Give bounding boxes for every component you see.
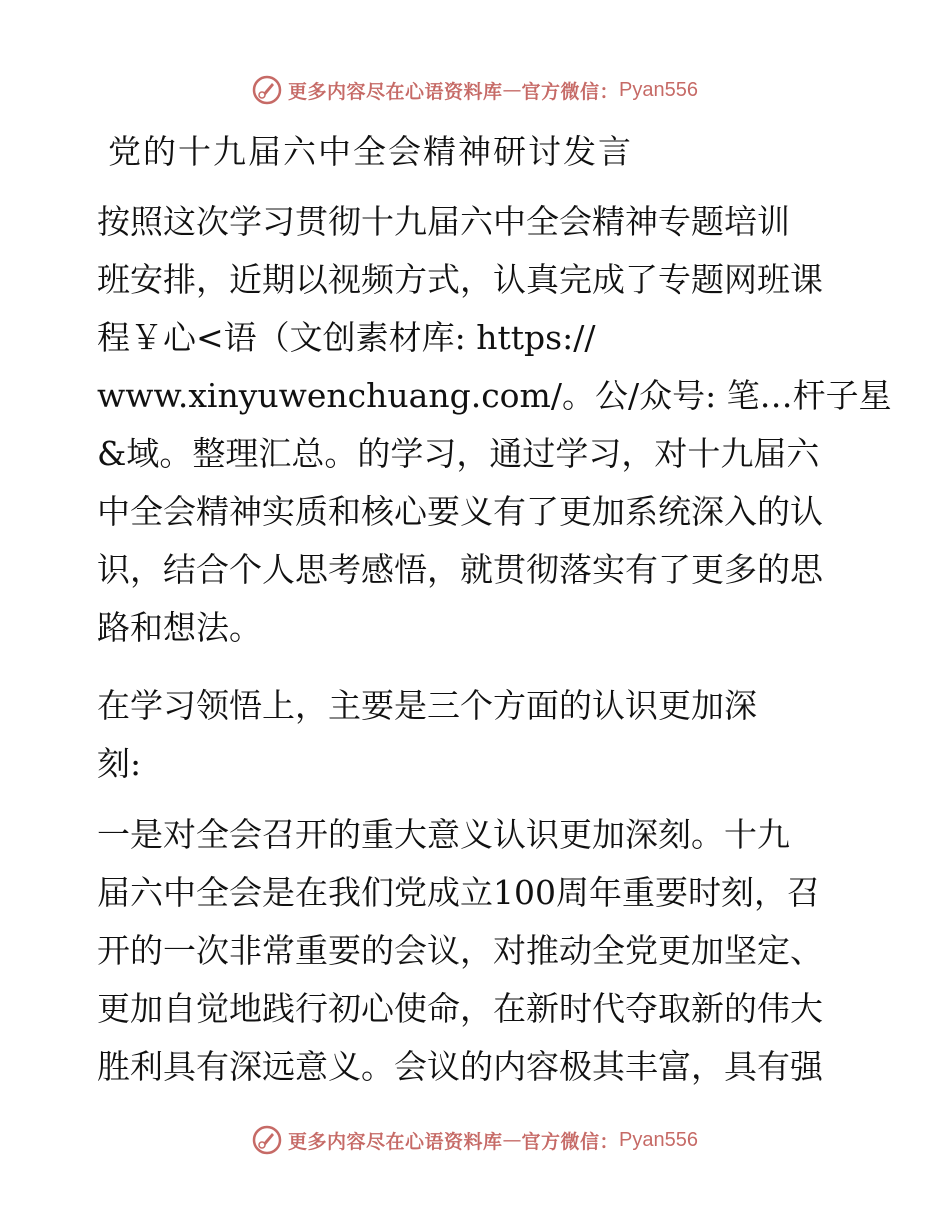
document-title: 党的十九届六中全会精神研讨发言: [108, 132, 633, 171]
header-watermark-banner: [0, 70, 950, 110]
text-line: 路和想法。: [97, 608, 262, 647]
banner-text: 更多内容尽在心语资料库: [288, 80, 503, 103]
paragraph-intro: [97, 193, 892, 657]
banner-label: 官方微信：: [521, 80, 620, 103]
text-line: 识，结合个人思考感悟，就贯彻落实有了更多的思: [97, 550, 823, 589]
text-line: &域。整理汇总。的学习，通过学习，对十九届六: [97, 434, 820, 473]
text-line: 开的一次非常重要的会议，对推动全党更加坚定、: [97, 931, 823, 970]
banner-wechat-id: Pyan556: [619, 1128, 698, 1151]
text-line: 一是对全会召开的重大意义认识更加深刻。十九: [97, 815, 790, 854]
banner-text: 更多内容尽在心语资料库: [288, 1130, 503, 1153]
banner-label: 官方微信：: [521, 1130, 620, 1153]
feather-logo-icon: [252, 75, 282, 105]
paragraph-point-one: [97, 806, 857, 1096]
banner-dash: —: [502, 1129, 522, 1151]
text-line: 在学习领悟上，主要是三个方面的认识更加深: [97, 686, 757, 725]
text-line: 程￥心<语（文创素材库: https://: [97, 318, 596, 357]
text-line: 更加自觉地践行初心使命，在新时代夺取新的伟大: [97, 989, 823, 1028]
text-line: 中全会精神实质和核心要义有了更加系统深入的认: [97, 492, 823, 531]
banner-dash: —: [502, 79, 522, 101]
text-line: 按照这次学习贯彻十九届六中全会精神专题培训: [97, 202, 790, 241]
text-line: 胜利具有深远意义。会议的内容极其丰富，具有强: [97, 1047, 823, 1086]
footer-watermark-banner: [0, 1120, 950, 1160]
paragraph-learning-summary: [97, 677, 857, 793]
banner-wechat-id: Pyan556: [619, 78, 698, 101]
text-line: www.xinyuwenchuang.com/。公/众号: 笔…杆子星: [97, 376, 892, 415]
text-line: 刻:: [97, 744, 142, 783]
text-line: 届六中全会是在我们党成立100周年重要时刻，召: [97, 873, 820, 912]
text-line: 班安排，近期以视频方式，认真完成了专题网班课: [97, 260, 823, 299]
feather-logo-icon: [252, 1125, 282, 1155]
